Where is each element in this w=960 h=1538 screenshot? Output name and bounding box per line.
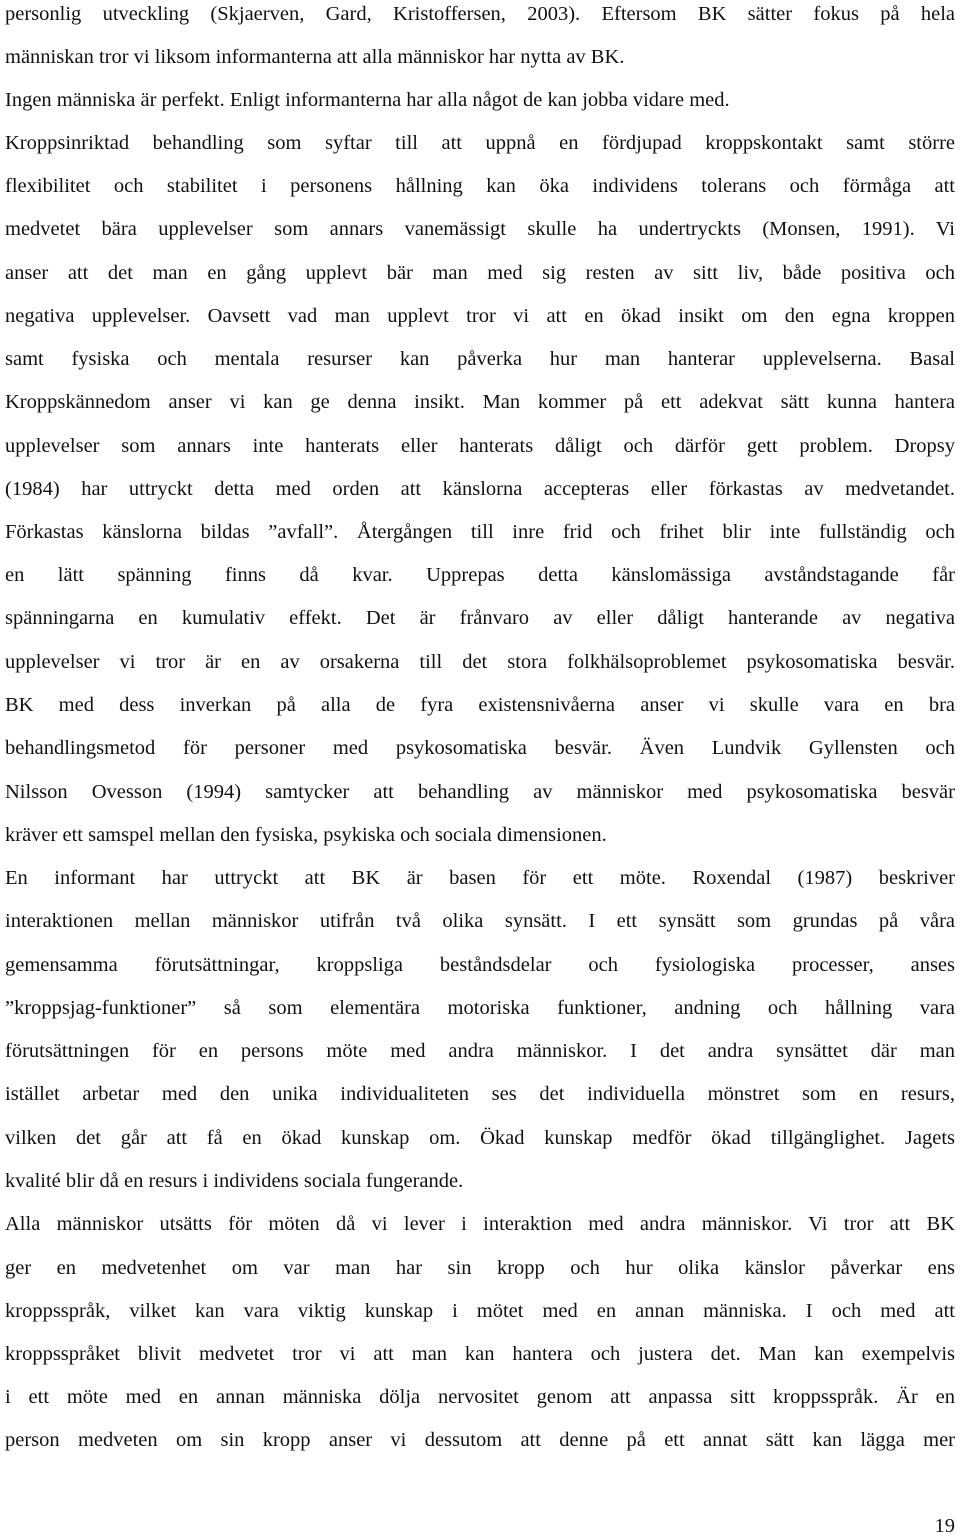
text-line: medvetet bära upplevelser som annars vanemässigt skulle ha undertryckts (Monsen, 1991). Vi xyxy=(5,218,955,240)
text-line: person medveten om sin kropp anser vi dessutom att denne på ett annat sätt kan lägga mer xyxy=(5,1429,955,1451)
text-line: vilken det går att få en ökad kunskap om. Ökad kunskap medför ökad tillgänglighet. Jagets xyxy=(5,1127,955,1149)
text-line: negativa upplevelser. Oavsett vad man upplevt tror vi att en ökad insikt om den egna kroppen xyxy=(5,305,955,327)
text-line: ger en medvetenhet om var man har sin kropp och hur olika känslor påverkar ens xyxy=(5,1257,955,1279)
text-line: samt fysiska och mentala resurser kan påverka hur man hanterar upplevelserna. Basal xyxy=(5,348,955,370)
text-line: ”kroppsjag-funktioner” så som elementära motoriska funktioner, andning och hållning vara xyxy=(5,997,955,1019)
page-number: 19 xyxy=(934,1515,955,1537)
text-line: upplevelser som annars inte hanterats eller hanterats dåligt och därför gett problem. Dropsy xyxy=(5,435,955,457)
text-line: istället arbetar med den unika individualiteten ses det individuella mönstret som en resurs, xyxy=(5,1083,955,1105)
text-line: Ingen människa är perfekt. Enligt informanterna har alla något de kan jobba vidare med. xyxy=(5,89,730,111)
text-line: BK med dess inverkan på alla de fyra existensnivåerna anser vi skulle vara en bra xyxy=(5,694,955,716)
text-line: gemensamma förutsättningar, kroppsliga beståndsdelar och fysiologiska processer, anses xyxy=(5,954,955,976)
text-line: Alla människor utsätts för möten då vi lever i interaktion med andra människor. Vi tror att BK xyxy=(5,1213,955,1235)
text-line: kräver ett samspel mellan den fysiska, psykiska och sociala dimensionen. xyxy=(5,824,607,846)
text-line: Förkastas känslorna bildas ”avfall”. Återgången till inre frid och frihet blir inte fullständig och xyxy=(5,521,955,543)
text-line: interaktionen mellan människor utifrån två olika synsätt. I ett synsätt som grundas på våra xyxy=(5,910,955,932)
text-line: upplevelser vi tror är en av orsakerna till det stora folkhälsoproblemet psykosomatiska besvär. xyxy=(5,651,955,673)
text-line: anser att det man en gång upplevt bär man med sig resten av sitt liv, både positiva och xyxy=(5,262,955,284)
text-line: i ett möte med en annan människa dölja nervositet genom att anpassa sitt kroppsspråk. Är en xyxy=(5,1386,955,1408)
text-line: Nilsson Ovesson (1994) samtycker att behandling av människor med psykosomatiska besvär xyxy=(5,781,955,803)
text-line: kroppsspråket blivit medvetet tror vi att man kan hantera och justera det. Man kan exempelvis xyxy=(5,1343,955,1365)
text-line: Kroppsinriktad behandling som syftar till att uppnå en fördjupad kroppskontakt samt större xyxy=(5,132,955,154)
text-line: en lätt spänning finns då kvar. Upprepas detta känslomässiga avståndstagande får xyxy=(5,564,955,586)
text-line: människan tror vi liksom informanterna att alla människor har nytta av BK. xyxy=(5,46,625,68)
text-line: förutsättningen för en persons möte med andra människor. I det andra synsättet där man xyxy=(5,1040,955,1062)
text-line: kroppsspråk, vilket kan vara viktig kunskap i mötet med en annan människa. I och med att xyxy=(5,1300,955,1322)
text-line: flexibilitet och stabilitet i personens hållning kan öka individens tolerans och förmåga att xyxy=(5,175,955,197)
text-line: personlig utveckling (Skjaerven, Gard, Kristoffersen, 2003). Eftersom BK sätter fokus på hela xyxy=(5,3,955,25)
text-line: Kroppskännedom anser vi kan ge denna insikt. Man kommer på ett adekvat sätt kunna hantera xyxy=(5,391,955,413)
text-line: kvalité blir då en resurs i individens sociala fungerande. xyxy=(5,1170,464,1192)
text-line: (1984) har uttryckt detta med orden att känslorna accepteras eller förkastas av medvetandet. xyxy=(5,478,955,500)
text-line: behandlingsmetod för personer med psykosomatiska besvär. Även Lundvik Gyllensten och xyxy=(5,737,955,759)
text-line: spänningarna en kumulativ effekt. Det är frånvaro av eller dåligt hanterande av negativa xyxy=(5,607,955,629)
text-line: En informant har uttryckt att BK är basen för ett möte. Roxendal (1987) beskriver xyxy=(5,867,955,889)
